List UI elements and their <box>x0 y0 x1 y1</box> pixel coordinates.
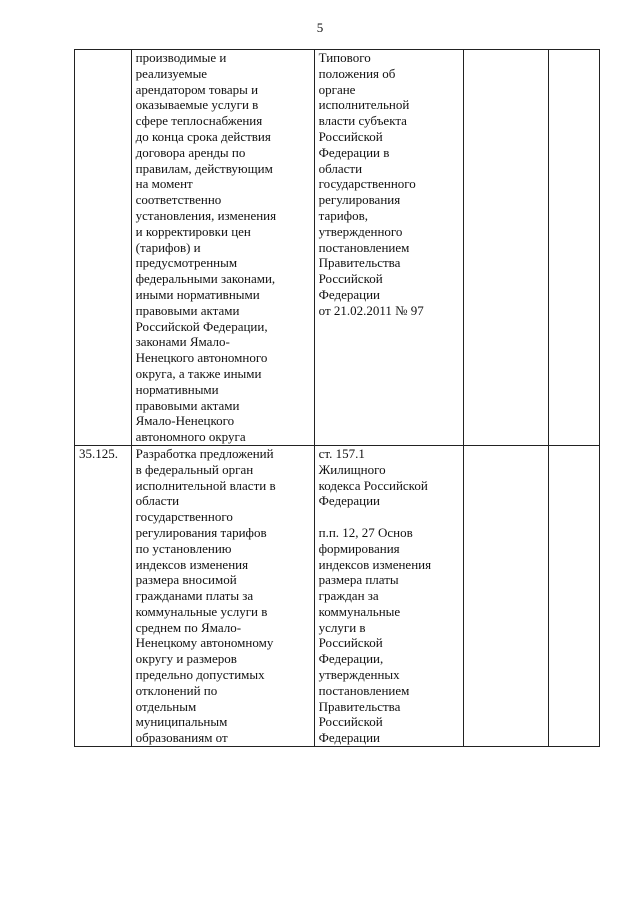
table-row <box>75 50 600 446</box>
text-line: отклонений по <box>135 682 218 698</box>
text-line: постановлением <box>318 682 410 698</box>
row-number-cell <box>75 50 132 446</box>
text-line: Российской Федерации, <box>135 318 268 334</box>
text-line: соответственно <box>135 192 222 208</box>
empty-cell <box>463 445 548 746</box>
text-line: Ненецкого автономного <box>135 350 268 366</box>
text-line: области <box>318 160 363 176</box>
text-line: предусмотренным <box>135 255 238 271</box>
text-line: округа, а также иными <box>135 365 262 381</box>
text-line: федеральными законами, <box>135 271 276 287</box>
text-line: Типового <box>318 50 371 65</box>
text-line: (тарифов) и <box>135 239 201 255</box>
text-line: правовыми актами <box>135 397 240 413</box>
text-line: и корректировки цен <box>135 223 251 239</box>
text-line: исполнительной власти в <box>135 477 276 493</box>
text-line: исполнительной <box>318 97 410 113</box>
text-line: регулирования <box>318 192 401 208</box>
row-number-cell: 35.125. <box>75 445 132 746</box>
text-line: формирования <box>318 540 400 556</box>
text-line: тарифов, <box>318 207 368 223</box>
text-line: Российской <box>318 271 383 287</box>
text-line: Правительства <box>318 698 401 714</box>
text-line: арендатором товары и <box>135 81 259 97</box>
text-line: оказываемые услуги в <box>135 97 259 113</box>
text-line: утвержденных <box>318 667 400 683</box>
text-line: индексов изменения <box>135 556 249 572</box>
text-line: кодекса Российской <box>318 477 428 493</box>
text-line: постановлением <box>318 239 410 255</box>
text-line: в федеральный орган <box>135 461 254 477</box>
description-cell <box>131 50 314 446</box>
text-line: сфере теплоснабжения <box>135 113 263 129</box>
text-line: государственного <box>135 509 233 525</box>
text-line: иными нормативными <box>135 286 260 302</box>
text-line: среднем по Ямало- <box>135 619 242 635</box>
text-line: индексов изменения <box>318 556 432 572</box>
text-line: отдельным <box>135 698 197 714</box>
text-line: органе <box>318 81 356 97</box>
legal-basis-cell <box>314 50 463 446</box>
text-line: граждан за <box>318 588 379 604</box>
text-line: производимые и <box>135 50 227 65</box>
text-line: Ненецкому автономному <box>135 635 274 651</box>
table-row <box>75 445 600 746</box>
text-line: п.п. 12, 27 Основ <box>318 524 413 540</box>
text-line: положения об <box>318 65 396 81</box>
text-line: предельно допустимых <box>135 667 265 683</box>
text-line: до конца срока действия <box>135 128 271 144</box>
text-line: по установлению <box>135 540 232 556</box>
page-number: 5 <box>316 20 324 35</box>
text-line: регулирования тарифов <box>135 524 267 540</box>
text-line: размера платы <box>318 572 399 588</box>
text-line: на момент <box>135 176 193 192</box>
text-line: области <box>135 493 180 509</box>
text-line: государственного <box>318 176 416 192</box>
text-line: коммунальные <box>318 603 401 619</box>
text-line: коммунальные услуги в <box>135 603 268 619</box>
empty-cell <box>548 50 599 446</box>
text-line: правилам, действующим <box>135 160 273 176</box>
text-line: гражданами платы за <box>135 588 254 604</box>
text-line: Ямало-Ненецкого <box>135 413 235 429</box>
text-line: муниципальным <box>135 714 228 730</box>
document-table <box>74 49 600 747</box>
text-line: Федерации <box>318 730 381 746</box>
empty-cell <box>463 50 548 446</box>
text-line: договора аренды по <box>135 144 246 160</box>
text-line: Федерации в <box>318 144 390 160</box>
text-line: утвержденного <box>318 223 403 239</box>
text-line: законами Ямало- <box>135 334 230 350</box>
text-line: Российской <box>318 128 383 144</box>
text-line: установления, изменения <box>135 207 277 223</box>
text-line: Жилищного <box>318 461 386 477</box>
text-line: Разработка предложений <box>135 445 274 461</box>
text-line: Федерации, <box>318 651 384 667</box>
text-line: услуги в <box>318 619 366 635</box>
text-line: размера вносимой <box>135 572 237 588</box>
text-line: реализуемые <box>135 65 208 81</box>
text-line: образованиям от <box>135 730 228 746</box>
text-line: автономного округа <box>135 429 246 445</box>
text-line: Федерации <box>318 286 381 302</box>
empty-cell <box>548 445 599 746</box>
text-line: Российской <box>318 635 383 651</box>
text-line: от 21.02.2011 № 97 <box>318 302 424 318</box>
text-line: Федерации <box>318 493 381 509</box>
text-line: правовыми актами <box>135 302 240 318</box>
text-line: округу и размеров <box>135 651 237 667</box>
text-line: Правительства <box>318 255 401 271</box>
text-line: ст. 157.1 <box>318 445 365 461</box>
text-line <box>319 509 459 525</box>
text-line: власти субъекта <box>318 113 407 129</box>
description-cell <box>131 445 314 746</box>
legal-basis-cell <box>314 445 463 746</box>
text-line: нормативными <box>135 381 219 397</box>
text-line: Российской <box>318 714 383 730</box>
